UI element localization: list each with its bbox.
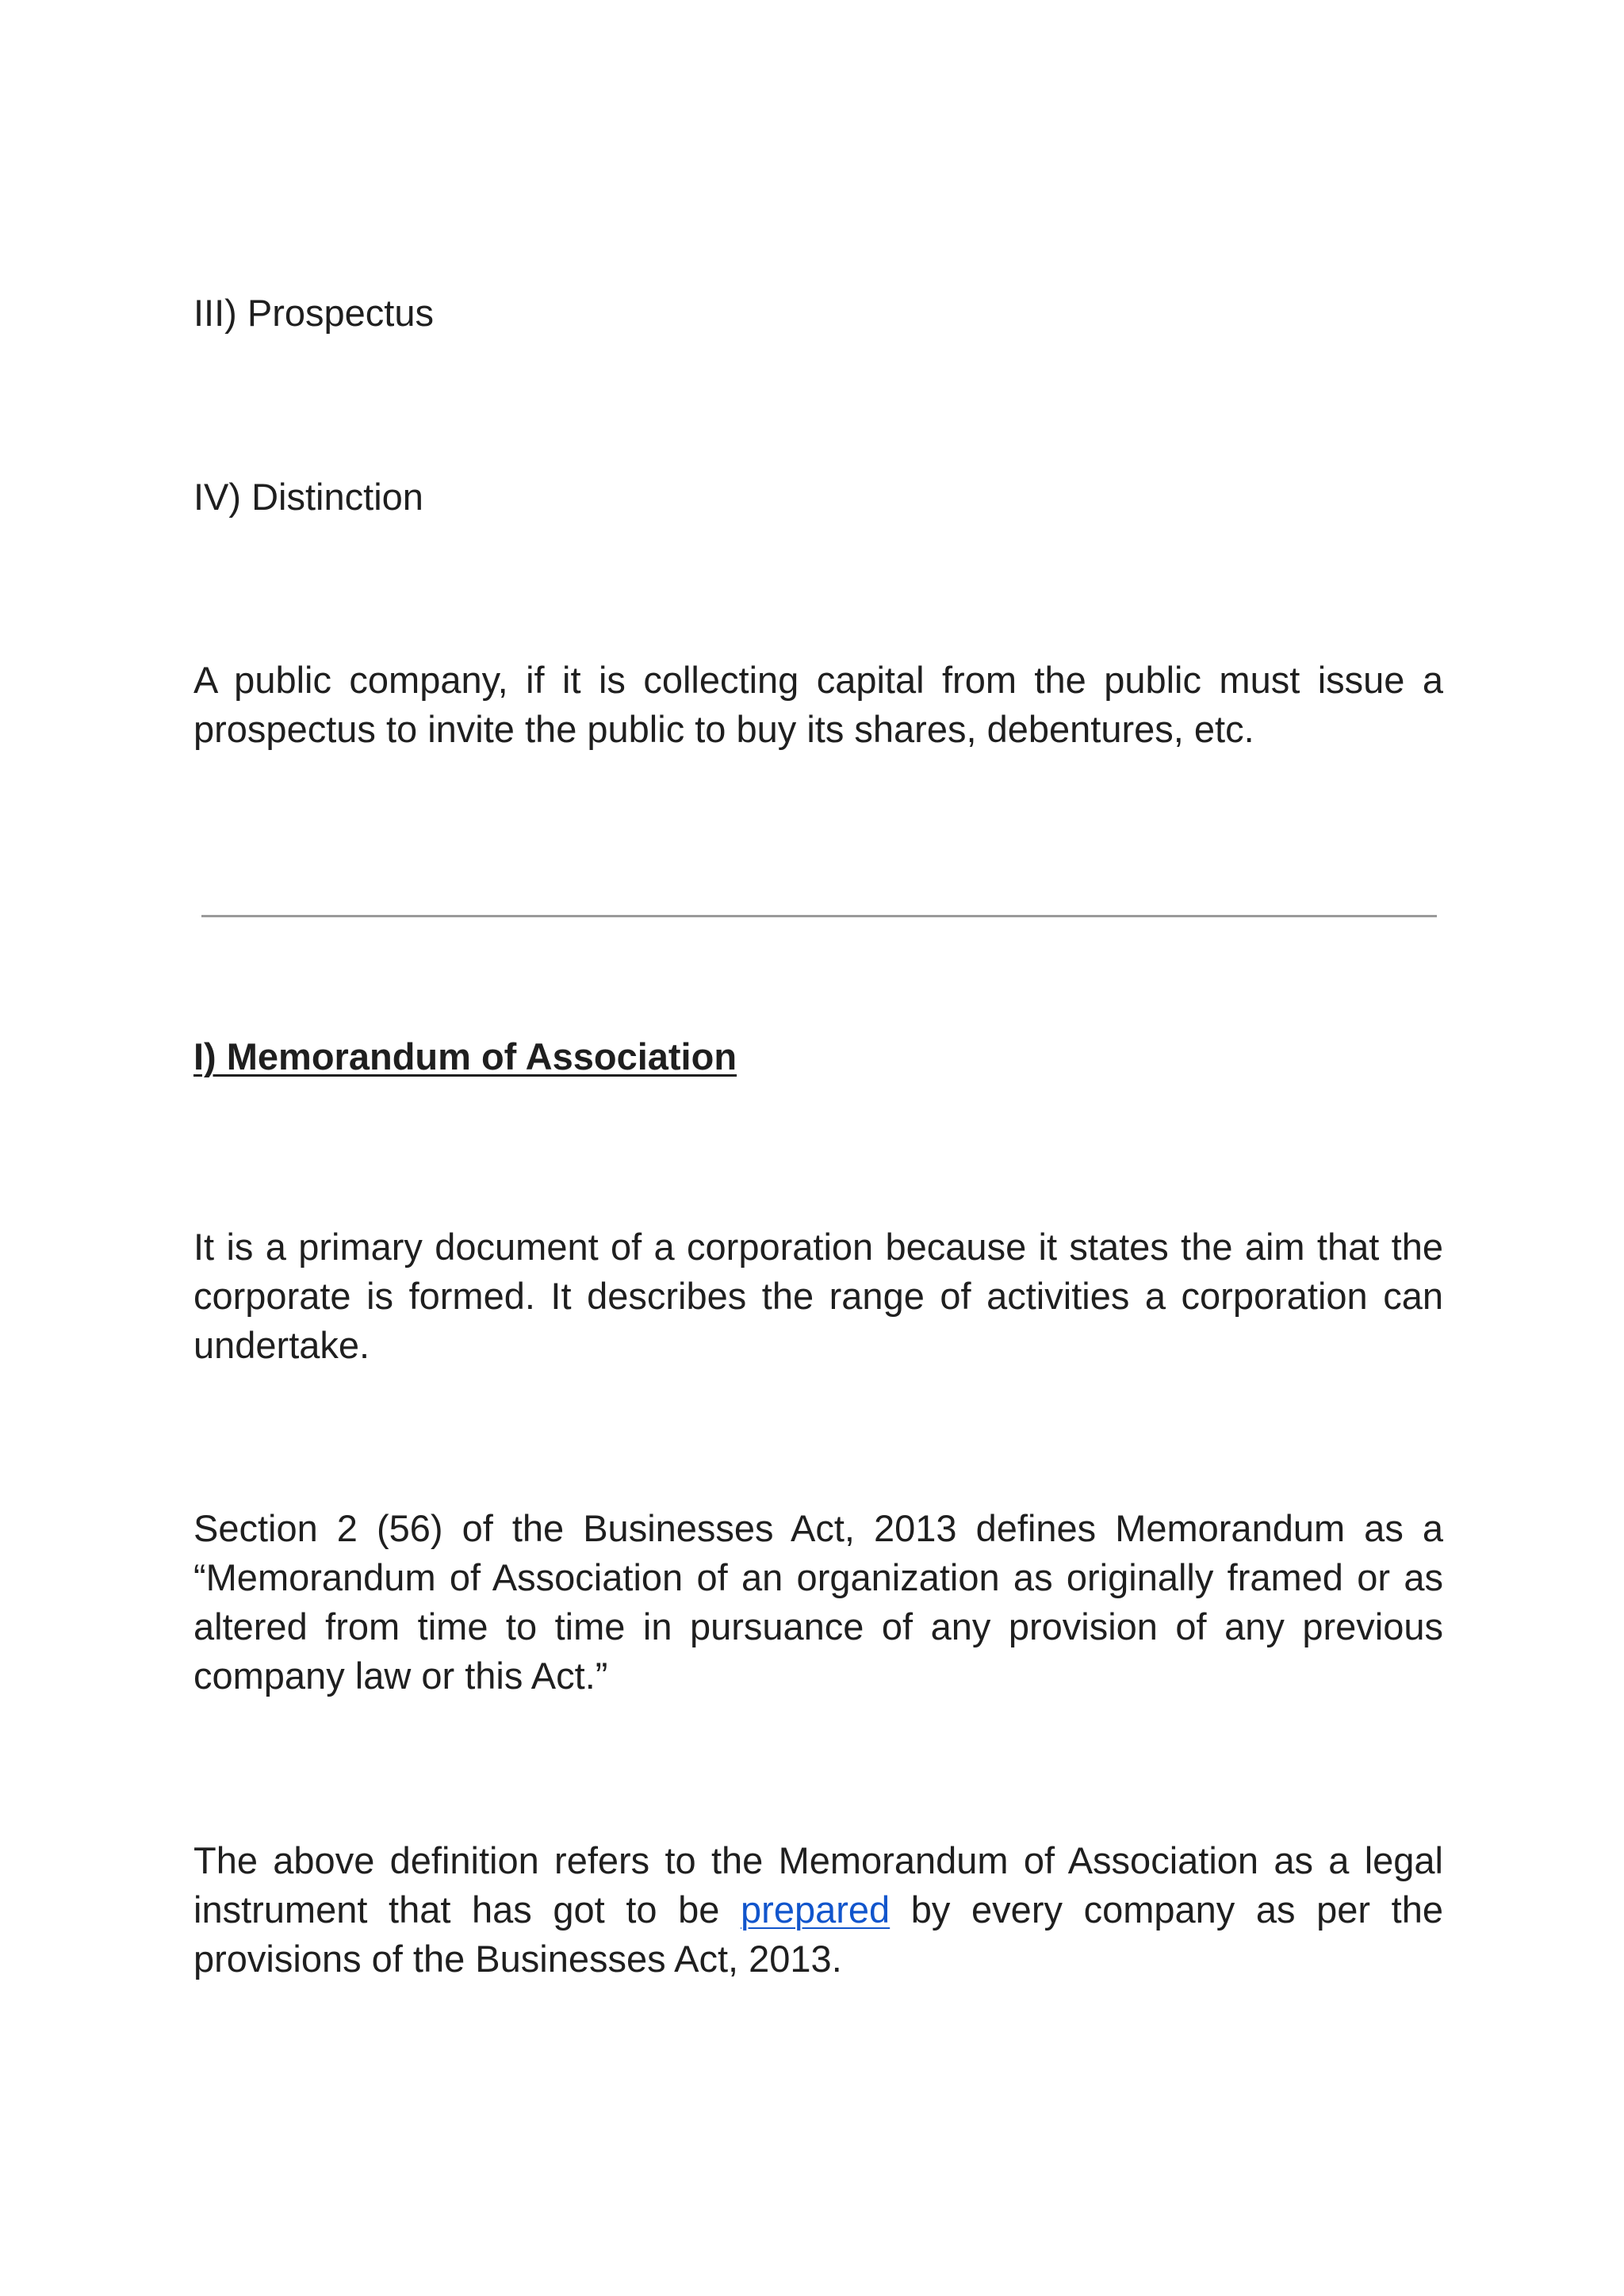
definition-paragraph [193, 1836, 1443, 1984]
prepared-link[interactable]: prepared [741, 1888, 891, 1931]
definition-text-before-link: The above definition refers to the Memorandum of Association as a legal instrument that has got to be [193, 1839, 1443, 1931]
moa-paragraph: It is a primary document of a corporation because it states the aim that the corporate is formed. It describes the range of activities a corporation can undertake. [193, 1226, 1443, 1366]
prospectus-paragraph: A public company, if it is collecting capital from the public must issue a prospectus to invite the public to buy its shares, debentures, etc. [193, 659, 1443, 750]
section-definition-paragraph: Section 2 (56) of the Businesses Act, 2013 defines Memorandum as a “Memorandum of Association of an organization as originally framed or as altered from time to time in pursuance of any provision of any previous company law or this Act.” [193, 1507, 1443, 1697]
list-item-distinction: IV) Distinction [193, 476, 423, 518]
horizontal-divider [201, 915, 1437, 917]
section-heading: I) Memorandum of Association [193, 1035, 737, 1077]
list-item-prospectus: III) Prospectus [193, 292, 434, 334]
definition-text-after-link: by every company as per the provisions of the Businesses Act, 2013. [193, 1888, 1443, 1980]
